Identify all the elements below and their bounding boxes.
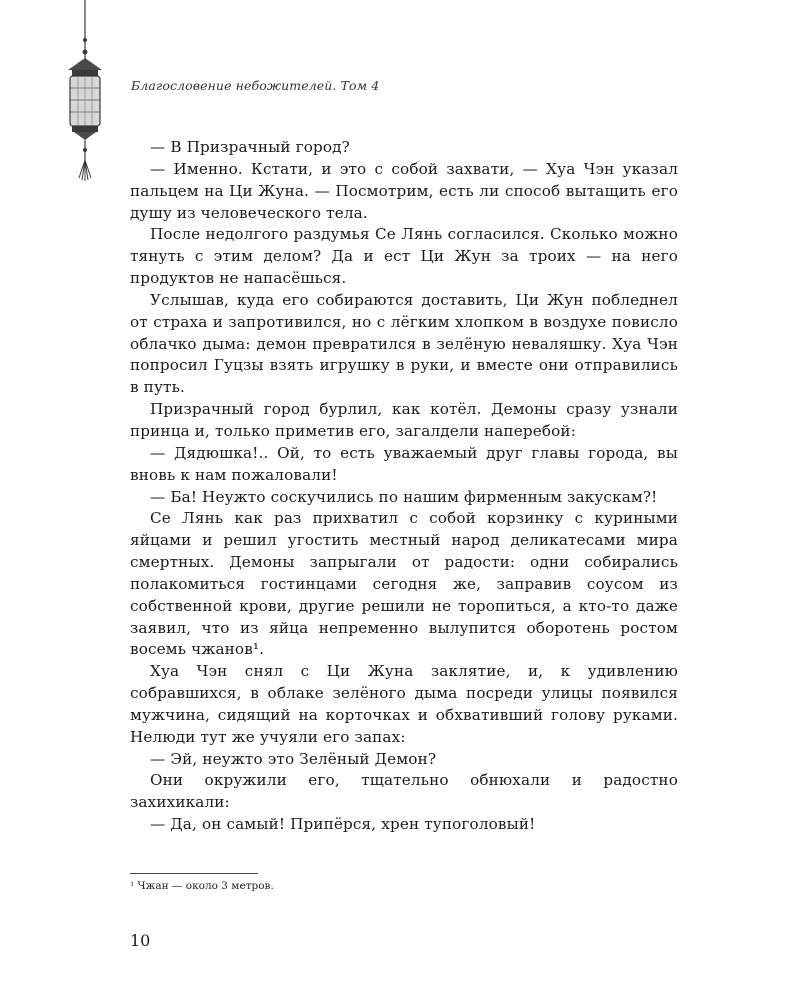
paragraph: Призрачный город бурлил, как котёл. Демоны сразу узнали принца и, только приметив его, загалдели наперебой: [130, 400, 678, 440]
paragraph: — Дядюшка!.. Ой, то есть уважаемый друг главы города, вы вновь к нам пожаловали! [130, 443, 678, 484]
paragraph: После недолгого раздумья Се Лянь согласился. Сколько можно тянуть с этим делом? Да и ест Ци Жун за троих — на него продуктов не напасёшься. [130, 225, 678, 288]
paragraph: Они окружили его, тщательно обнюхали и радостно захихикали: [130, 771, 678, 812]
paragraph: — Да, он самый! Припёрся, хрен тупоголовый! [150, 815, 536, 834]
running-header: Благословение небожителей. Том 4 [131, 78, 380, 93]
hanging-lantern-icon [60, 0, 110, 185]
paragraph: — Именно. Кстати, и это с собой захвати, — Хуа Чэн указал пальцем на Ци Жуна. — Посмотрим, есть ли способ вытащить его душу из человеческого тела. [130, 159, 678, 222]
paragraph: — Ба! Неужто соскучились по нашим фирменным закускам?! [150, 487, 658, 506]
paragraph: Услышав, куда его собираются доставить, Ци Жун побледнел от страха и запротивился, но с лёгким хлопком в воздухе повисло облачко дыма: демон превратился в зелёную неваляшку. Хуа Чэн попросил Гуцзы взять игрушку в руки, и вместе они отправились в путь. [130, 290, 678, 397]
paragraph: Хуа Чэн снял с Ци Жуна заклятие, и, к удивлению собравшихся, в облаке зелёного дыма посреди улицы появился мужчина, сидящий на корточках и обхвативший голову руками. Нелюди тут же учуяли его запах: [130, 662, 678, 746]
footnote: ¹ Чжан — около 3 метров. [130, 880, 274, 892]
body-text [130, 137, 678, 836]
footnote-divider [130, 873, 258, 874]
page-number: 10 [130, 931, 151, 950]
paragraph: — В Призрачный город? [150, 138, 350, 156]
paragraph: — Эй, неужто это Зелёный Демон? [150, 749, 437, 768]
paragraph: Се Лянь как раз прихватил с собой корзинку с куриными яйцами и решил угостить местный народ деликатесами мира смертных. Демоны запрыгали от радости: одни собирались полакомиться гостинцами сегодня же, заправив соусом из собственной крови, другие решили не торопиться, а кто-то даже заявил, что из яйца непременно вылупится оборотень ростом восемь чжанов¹. [130, 509, 678, 659]
